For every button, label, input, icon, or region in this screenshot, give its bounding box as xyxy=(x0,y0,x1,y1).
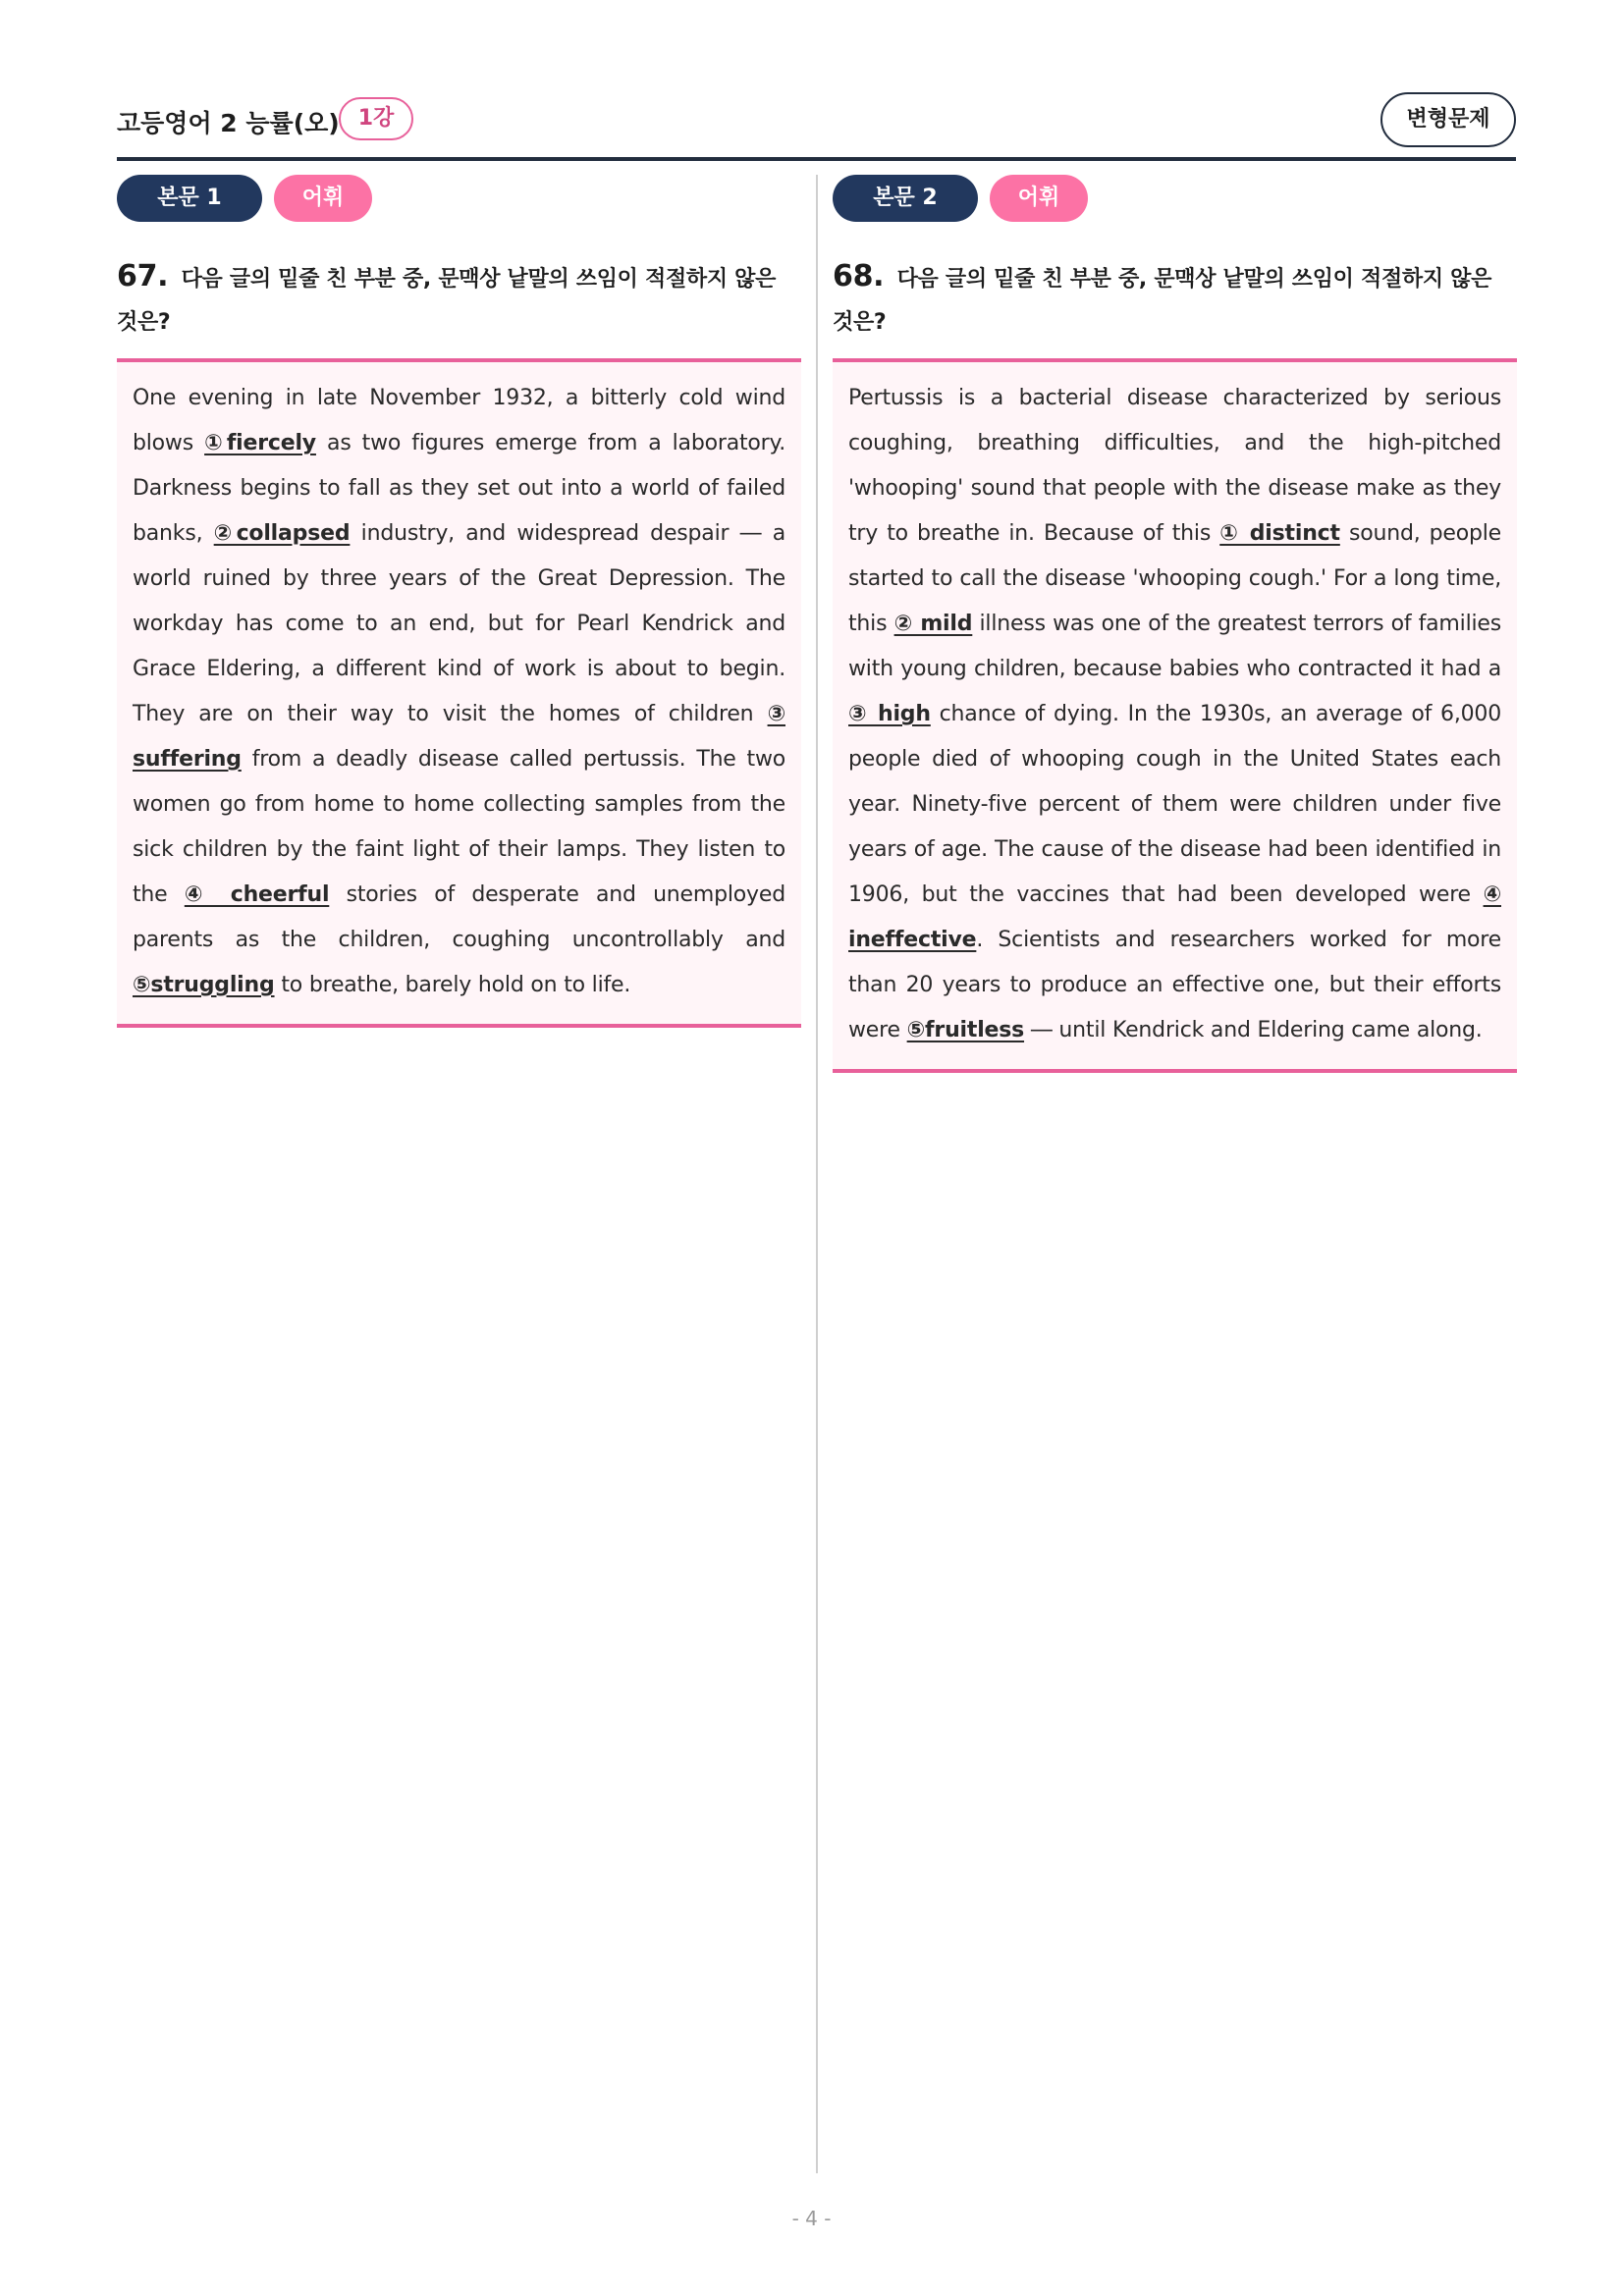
page-number: - 4 - xyxy=(791,2207,832,2230)
category-tag: 어휘 xyxy=(274,175,372,222)
category-tag: 어휘 xyxy=(990,175,1088,222)
passage-text: from a deadly disease called pertussis. The two women go from home to home collecting samples from the sick children by the faint light of their lamps. They listen to the xyxy=(133,747,785,907)
passage-tags xyxy=(117,175,801,222)
underlined-choice-4: ④ cheerful xyxy=(184,882,330,907)
passage-box xyxy=(833,362,1517,1073)
passage-text: to breathe, barely hold on to life. xyxy=(274,973,631,997)
question-text: 다음 글의 밑줄 친 부분 중, 문맥상 낱말의 쓰임이 적절하지 않은 것은? xyxy=(833,267,1492,335)
lesson-badge: 1강 xyxy=(339,97,413,140)
column-divider xyxy=(816,175,818,2173)
passage-text: as two figures emerge from a laboratory. Darkness begins to fall as they set out into a world of failed banks, xyxy=(133,431,785,546)
passage-tag: 본문 1 xyxy=(117,175,262,222)
question-prompt xyxy=(833,255,1517,362)
passage-text: sound, people started to call the disease 'whooping cough.' For a long time, this xyxy=(848,521,1502,636)
passage-tags xyxy=(833,175,1517,222)
passage-box xyxy=(117,362,801,1028)
document-title: 고등영어 2 능률(오) xyxy=(117,109,340,137)
passage-text: stories of desperate and unemployed parents as the children, coughing uncontrollably and xyxy=(133,882,785,952)
question-column-right xyxy=(833,175,1517,1073)
underlined-choice-1: ①fiercely xyxy=(204,431,316,455)
passage-text: ― until Kendrick and Eldering came along. xyxy=(1024,1018,1483,1042)
question-number: 68. xyxy=(833,259,885,294)
question-text: 다음 글의 밑줄 친 부분 중, 문맥상 낱말의 쓰임이 적절하지 않은 것은? xyxy=(117,267,777,335)
underlined-choice-3: ③ suffering xyxy=(133,702,785,772)
underlined-choice-5: ⑤struggling xyxy=(133,973,275,997)
question-type-badge: 변형문제 xyxy=(1380,92,1516,147)
question-column-left xyxy=(117,175,801,1028)
underlined-choice-1: ① distinct xyxy=(1219,521,1340,546)
page-header xyxy=(117,92,1516,161)
passage-text: industry, and widespread despair ― a world ruined by three years of the Great Depression. The workday has come to an end, but for Pearl Kendrick and Grace Eldering, a different kind of work is about to begin. They are on their way to visit the homes of children xyxy=(133,521,785,726)
passage-text: chance of dying. In the 1930s, an average of 6,000 people died of whooping cough in the United States each year. Ninety-five percent of them were children under five years of age. The cause of the disease had been identified in 1906, but the vaccines that had been developed were xyxy=(848,702,1502,907)
question-prompt xyxy=(117,255,801,362)
underlined-choice-5: ⑤fruitless xyxy=(906,1018,1025,1042)
underlined-choice-4: ④ ineffective xyxy=(848,882,1501,952)
passage-tag: 본문 2 xyxy=(833,175,978,222)
underlined-choice-2: ② mild xyxy=(893,612,973,636)
passage-text: Pertussis is a bacterial disease characterized by serious coughing, breathing difficulties, and the high-pitched 'whooping' sound that people with the disease make as they try to breathe in. Because of this xyxy=(848,386,1501,546)
question-number: 67. xyxy=(117,259,169,294)
passage-text: . Scientists and researchers worked for more than 20 years to produce an effective one, but their efforts were xyxy=(848,928,1501,1042)
passage-text: illness was one of the greatest terrors of families with young children, because babies who contracted it had a xyxy=(848,612,1501,681)
passage-text: One evening in late November 1932, a bitterly cold wind blows xyxy=(133,386,785,455)
underlined-choice-3: ③ high xyxy=(848,702,931,726)
underlined-choice-2: ②collapsed xyxy=(213,521,351,546)
